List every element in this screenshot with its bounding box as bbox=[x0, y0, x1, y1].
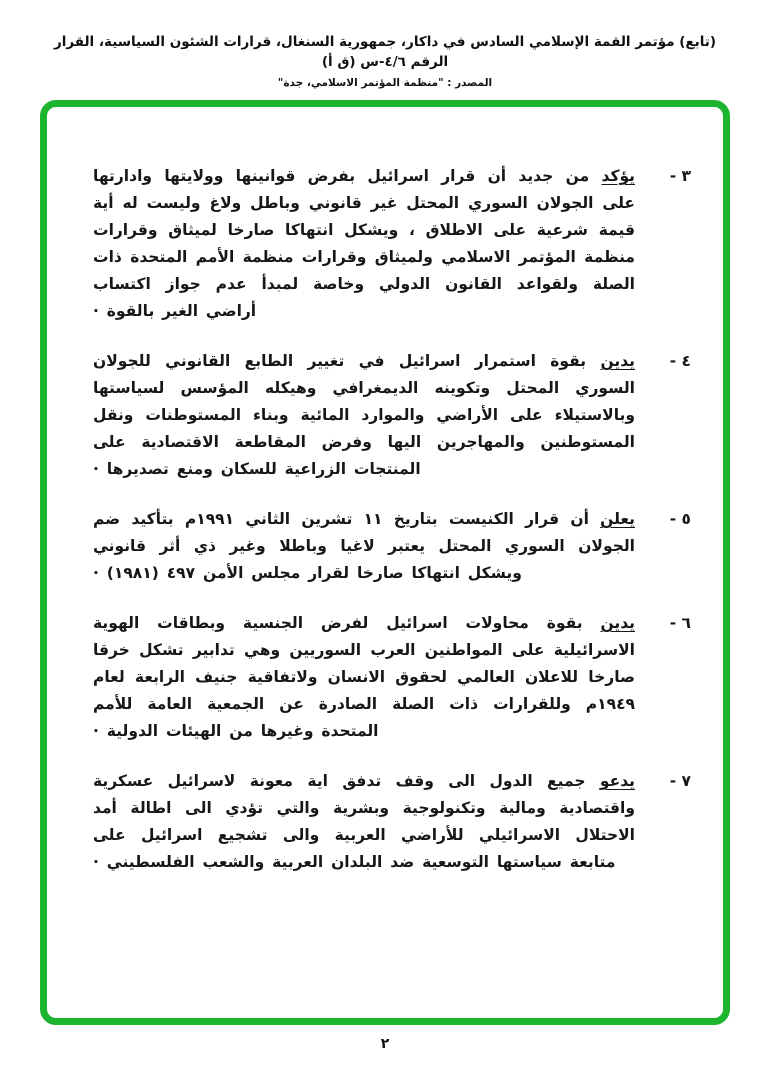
clause-lead-word: يدين bbox=[600, 352, 635, 370]
clause-number: ٤ - bbox=[669, 352, 691, 370]
page-number: ٢ bbox=[380, 1036, 390, 1052]
resolution-clause-6 bbox=[93, 610, 691, 745]
clause-number: ٥ - bbox=[669, 510, 691, 528]
document-header bbox=[38, 32, 732, 89]
clause-text bbox=[93, 348, 635, 483]
clause-body-text: أن قرار الكنيست بتاريخ ١١ تشرين الثاني ١٩٩١م بتأكيد ضم الجولان السوري المحتل يعتبر لاغيا وباطلا وغير ذي أثر قانوني ويشكل انتهاكا صارخا لقرار مجلس الأمن ٤٩٧ (١٩٨١) · bbox=[93, 510, 635, 582]
green-border-frame bbox=[40, 100, 730, 1025]
clause-body-text: جميع الدول الى وقف تدفق اية معونة لاسرائيل عسكرية واقتصادية ومالية وتكنولوجية وبشرية والتي تؤدي الى اطالة أمد الاحتلال الاسرائيلي للأراضي العربية والى تشجيع اسرائيل على متابعة سياستها التوسعية ضد البلدان العربية والشعب الفلسطيني · bbox=[93, 772, 635, 871]
resolution-clause-7 bbox=[93, 768, 691, 876]
document-title: (تابع) مؤتمر القمة الإسلامي السادس في داكار، جمهورية السنغال، قرارات الشئون السياسية، القرار الرقم ٤/٦-س (ق أ) bbox=[53, 34, 717, 70]
clause-lead-word: يعلن bbox=[600, 510, 635, 528]
clause-lead-word: يدين bbox=[600, 614, 635, 632]
clause-body-text: بقوة محاولات اسرائيل لفرض الجنسية وبطاقات الهوية الاسرائيلية على المواطنين العرب السوريين وهي تدابير تشكل خرقا صارخا للاعلان العالمي لحقوق الانسان ولاتفاقية جنيف الرابعة لعام ١٩٤٩م وللقرارات ذات الصلة الصادرة عن الجمعية العامة للأمم المتحدة وغيرها من الهيئات الدولية · bbox=[93, 614, 635, 740]
clause-number: ٣ - bbox=[669, 167, 691, 185]
clause-text bbox=[93, 768, 635, 876]
resolution-clause-4 bbox=[93, 348, 691, 483]
clause-lead-word: يؤكد bbox=[601, 167, 635, 185]
resolution-clause-5 bbox=[93, 506, 691, 587]
clause-lead-word: يدعو bbox=[599, 772, 636, 790]
clause-text bbox=[93, 163, 635, 325]
clause-text bbox=[93, 610, 635, 745]
clause-body-text: بقوة استمرار اسرائيل في تغيير الطابع القانوني للجولان السوري المحتل وتكوينه الديمغرافي وهيكله المؤسس لسياستها وبالاستيلاء على الأراضي والموارد المائية وبناء المستوطنات ونقل المستوطنين والمهاجرين اليها وفرض المقاطعة الاقتصادية على المنتجات الزراعية للسكان ومنع تصديرها · bbox=[93, 352, 635, 478]
clause-body-text: من جديد أن قرار اسرائيل بفرض قوانينها وولايتها وادارتها على الجولان السوري المحتل غير قانوني وباطل ولاغ وليست له أية قيمة شرعية على الاطلاق ، ويشكل انتهاكا صارخا لميثاق وقرارات منظمة المؤتمر الاسلامي ولميثاق وقرارات منظمة الأمم المتحدة ذات الصلة ولقواعد القانون الدولي وخاصة لمبدأ عدم جواز اكتساب أراضي الغير بالقوة · bbox=[93, 167, 635, 320]
clause-text bbox=[93, 506, 635, 587]
document-source-line: المصدر : "منظمة المؤتمر الاسلامي، جدة" bbox=[277, 77, 493, 89]
clause-number: ٦ - bbox=[669, 614, 691, 632]
resolution-clause-3 bbox=[93, 163, 691, 325]
clause-number: ٧ - bbox=[669, 772, 691, 790]
